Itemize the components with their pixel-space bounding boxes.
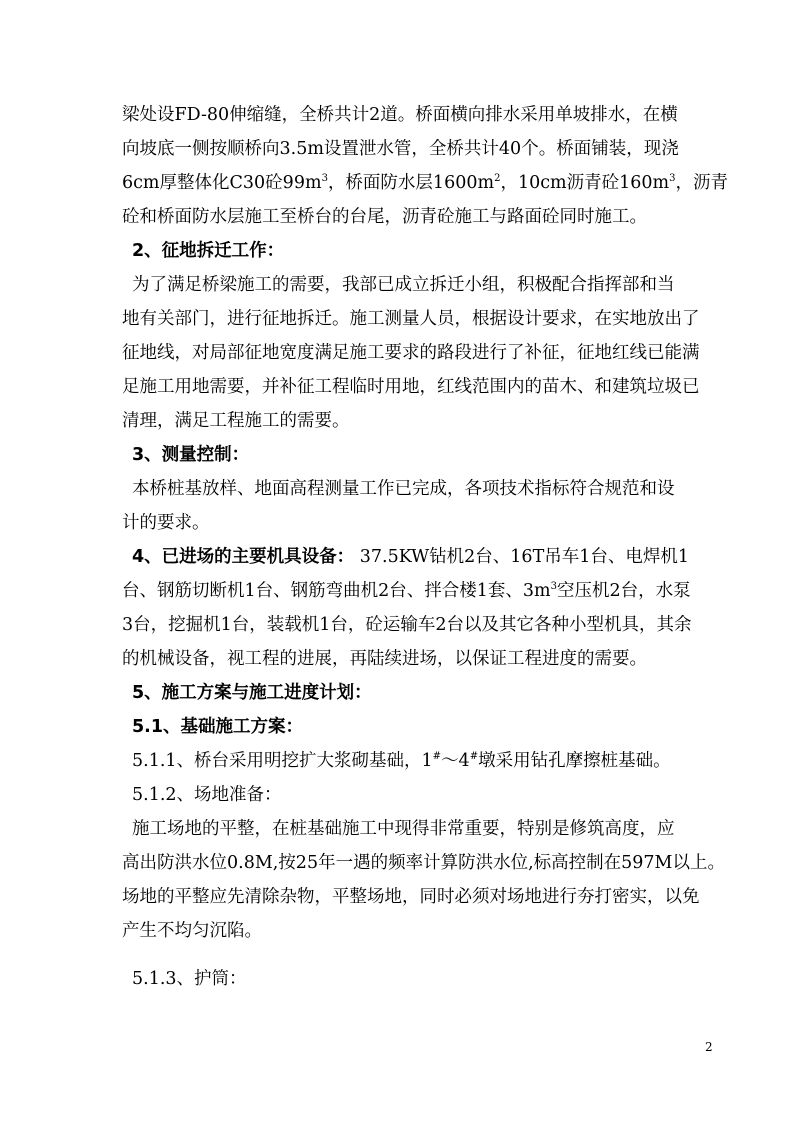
text-segment: ，沥青 — [675, 173, 728, 193]
page-number: 2 — [705, 1040, 713, 1054]
text-segment: ，桥面防水层1600m — [327, 173, 495, 193]
text-line: 向坡底一侧按顺桥向3.5m设置泄水管，全桥共计40个。桥面铺装，现浇 — [122, 139, 679, 159]
text-segment: 墩采用钻孔摩擦桩基础。 — [478, 751, 671, 771]
text-segment: 37.5KW钻机2台、16T吊车1台、电焊机1 — [359, 547, 690, 567]
subsection-heading: 5.1、基础施工方案： — [132, 717, 304, 737]
text-line: 高出防洪水位0.8M,按25年一遇的频率计算防洪水位,标高控制在597M以上。 — [122, 853, 725, 873]
subsection-heading: 5.1.3、护筒： — [132, 969, 247, 989]
text-line: 本桥桩基放样、地面高程测量工作已完成，各项技术指标符合规范和设 — [132, 479, 675, 499]
text-segment: ，10cm沥青砼160m — [500, 173, 670, 193]
text-segment: 5.1.1、桥台采用明挖扩大浆砌基础，1 — [132, 751, 433, 771]
text-line — [132, 750, 794, 772]
section-heading: 3、测量控制： — [132, 445, 250, 465]
text-line: 施工场地的平整，在桩基础施工中现得非常重要，特别是修筑高度，应 — [132, 819, 675, 839]
text-line: 足施工用地需要，并补征工程临时用地，红线范围内的苗木、和建筑垃圾已 — [122, 377, 700, 397]
section-heading: 4、已进场的主要机具设备： — [132, 547, 355, 567]
text-line: 清理，满足工程施工的需要。 — [122, 411, 350, 431]
superscript: 2 — [494, 173, 501, 185]
superscript: # — [432, 751, 442, 763]
section-heading: 2、征地拆迁工作： — [132, 241, 285, 261]
superscript: 3 — [550, 581, 558, 593]
superscript: # — [469, 751, 479, 763]
text-line: 征地线，对局部征地宽度满足施工要求的路段进行了补征，征地红线已能满 — [122, 343, 700, 363]
subsection-heading: 5.1.2、场地准备： — [132, 785, 282, 805]
superscript: 3 — [321, 173, 328, 185]
text-segment: 空压机2台，水泵 — [557, 581, 691, 601]
text-line — [122, 172, 794, 194]
text-line: 场地的平整应先清除杂物，平整场地，同时必须对场地进行夯打密实，以免 — [122, 887, 700, 907]
section-heading: 5、施工方案与施工进度计划： — [132, 683, 372, 703]
text-line — [132, 546, 794, 568]
text-line: 计的要求。 — [122, 513, 210, 533]
text-line: 砼和桥面防水层施工至桥台的台尾，沥青砼施工与路面砼同时施工。 — [122, 207, 647, 227]
text-line: 的机械设备，视工程的进展，再陆续进场，以保证工程进度的需要。 — [122, 649, 647, 669]
text-line: 梁处设FD-80伸缩缝，全桥共计2道。桥面横向排水采用单坡排水，在横 — [122, 105, 678, 125]
text-line: 产生不均匀沉陷。 — [122, 921, 262, 941]
text-segment: 台、钢筋切断机1台、钢筋弯曲机2台、拌合楼1套、3m — [122, 581, 551, 601]
text-line: 3台，挖掘机1台，装载机1台，砼运输车2台以及其它各种小型机具，其余 — [122, 615, 692, 635]
text-line: 地有关部门，进行征地拆迁。施工测量人员，根据设计要求，在实地放出了 — [122, 309, 700, 329]
text-segment: 6cm厚整体化C30砼99m — [122, 173, 322, 193]
text-line — [122, 580, 794, 602]
text-line: 为了满足桥梁施工的需要，我部已成立拆迁小组，积极配合指挥部和当 — [132, 275, 675, 295]
superscript: 3 — [669, 173, 676, 185]
text-segment: ～4 — [441, 751, 470, 771]
